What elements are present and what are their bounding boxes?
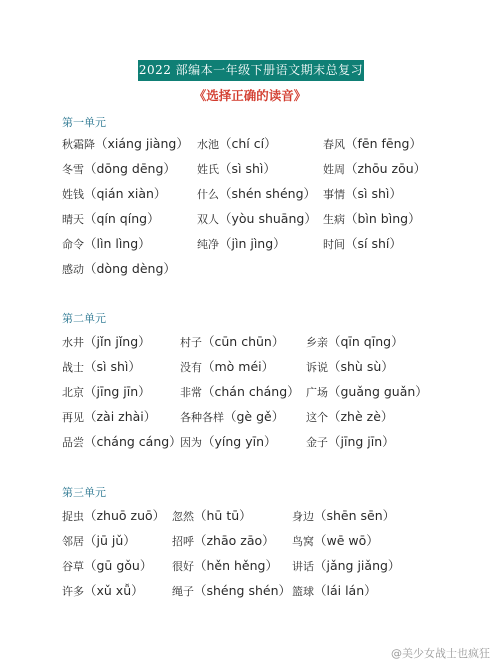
vocab-word: 非常 [180,386,202,399]
vocab-item [180,332,284,350]
vocab-word: 这个 [306,411,328,424]
vocab-pinyin: （cháng cáng） [84,434,182,449]
vocab-word: 冬雪 [62,163,84,176]
vocab-item [62,209,160,227]
vocab-pinyin: （shén shéng） [219,186,317,201]
vocab-pinyin: （sì shì） [219,161,276,176]
vocab-word: 忽然 [172,510,194,523]
vocab-word: 村子 [180,336,202,349]
vocab-word: 北京 [62,386,84,399]
vocab-pinyin: （zhuō zuō） [84,508,166,523]
vocab-word: 生病 [323,213,345,226]
vocab-word: 双人 [197,213,219,226]
vocab-pinyin: （hū tū） [194,508,252,523]
vocab-pinyin: （cūn chūn） [202,334,285,349]
vocab-pinyin: （jìn jìng） [219,236,286,251]
vocab-item [62,357,141,375]
vocab-word: 秋霜降 [62,138,95,151]
vocab-pinyin: （zhāo zāo） [194,533,275,548]
vocab-pinyin: （dōng dēng） [84,161,176,176]
vocab-word: 水井 [62,336,84,349]
vocab-pinyin: （bìn bìng） [345,211,421,226]
vocab-word: 品尝 [62,436,84,449]
vocab-pinyin: （jīng jīn） [328,434,395,449]
vocab-item [62,581,144,599]
vocab-item [180,382,300,400]
vocab-pinyin: （gū gǒu） [84,558,153,573]
vocab-pinyin: （zhè zè） [328,409,394,424]
vocab-pinyin: （sì shì） [84,359,141,374]
vocab-word: 没有 [180,361,202,374]
vocab-item [62,531,136,549]
vocab-item [306,382,428,400]
vocab-word: 命令 [62,238,84,251]
vocab-item [180,432,277,450]
vocab-item [323,159,426,177]
vocab-item [62,407,156,425]
vocab-word: 身边 [292,510,314,523]
unit-3-heading: 第三单元 [62,486,106,499]
vocab-word: 讲话 [292,560,314,573]
vocab-word: 广场 [306,386,328,399]
vocab-item [172,531,275,549]
vocab-word: 水池 [197,138,219,151]
vocab-item [197,134,277,152]
vocab-word: 纯净 [197,238,219,251]
vocab-word: 春风 [323,138,345,151]
vocab-item [62,234,151,252]
vocab-pinyin: （dòng dèng） [84,261,176,276]
vocab-word: 很好 [172,560,194,573]
vocab-item [172,581,291,599]
vocab-pinyin: （xǔ xǚ） [84,583,144,598]
vocab-word: 姓周 [323,163,345,176]
vocab-pinyin: （yòu shuāng） [219,211,317,226]
vocab-word: 再见 [62,411,84,424]
vocab-item [62,382,151,400]
vocab-item [323,184,402,202]
vocab-pinyin: （shéng shén） [194,583,292,598]
unit-2-heading: 第二单元 [62,312,106,325]
vocab-pinyin: （yíng yīn） [202,434,277,449]
vocab-item [323,209,421,227]
vocab-pinyin: （lìn lìng） [84,236,151,251]
vocab-word: 鸟窝 [292,535,314,548]
vocab-pinyin: （mò méi） [202,359,275,374]
vocab-item [292,531,379,549]
vocab-item [62,332,151,350]
vocab-word: 感动 [62,263,84,276]
vocab-word: 姓钱 [62,188,84,201]
vocab-pinyin: （qīn qīng） [328,334,404,349]
vocab-item [306,432,395,450]
vocab-word: 什么 [197,188,219,201]
vocab-word: 战士 [62,361,84,374]
vocab-item [62,259,176,277]
vocab-word: 诉说 [306,361,328,374]
vocab-item [292,556,400,574]
vocab-pinyin: （gè gě） [224,409,285,424]
vocab-item [180,357,274,375]
vocab-item [62,556,152,574]
vocab-word: 姓氏 [197,163,219,176]
vocab-word: 绳子 [172,585,194,598]
vocab-word: 捉虫 [62,510,84,523]
vocab-pinyin: （jū jǔ） [84,533,136,548]
vocab-word: 许多 [62,585,84,598]
vocab-item [323,134,422,152]
vocab-item [197,159,276,177]
vocab-pinyin: （zài zhài） [84,409,157,424]
document-subtitle: 《选择正确的读音》 [193,88,307,103]
document-title: 2022 部编本一年级下册语文期末总复习 [138,60,364,81]
vocab-pinyin: （sì shì） [345,186,402,201]
vocab-pinyin: （chí cí） [219,136,277,151]
vocab-item [62,432,182,450]
vocab-item [172,506,252,524]
vocab-item [292,506,395,524]
vocab-pinyin: （wē wō） [314,533,379,548]
vocab-pinyin: （lái lán） [314,583,377,598]
vocab-word: 招呼 [172,535,194,548]
vocab-pinyin: （qián xiàn） [84,186,167,201]
vocab-item [62,506,165,524]
vocab-item [197,209,317,227]
vocab-pinyin: （sí shí） [345,236,402,251]
vocab-pinyin: （qín qíng） [84,211,160,226]
vocab-item [62,159,176,177]
vocab-item [306,332,404,350]
vocab-word: 晴天 [62,213,84,226]
vocab-word: 金子 [306,436,328,449]
vocab-item [62,134,189,152]
vocab-item [292,581,377,599]
vocab-pinyin: （chán cháng） [202,384,300,399]
vocab-item [180,407,284,425]
vocab-word: 因为 [180,436,202,449]
vocab-pinyin: （shēn sēn） [314,508,396,523]
vocab-pinyin: （hěn hěng） [194,558,278,573]
watermark: @美少女战士也疯狂 [391,647,490,660]
vocab-item [197,234,286,252]
vocab-word: 乡亲 [306,336,328,349]
vocab-pinyin: （jīng jīn） [84,384,151,399]
vocab-pinyin: （jǐn jǐng） [84,334,151,349]
vocab-pinyin: （guǎng guǎn） [328,384,428,399]
vocab-item [306,357,394,375]
vocab-word: 邻居 [62,535,84,548]
vocab-word: 时间 [323,238,345,251]
unit-1-heading: 第一单元 [62,116,106,129]
vocab-item [172,556,278,574]
vocab-item [197,184,316,202]
vocab-pinyin: （zhōu zōu） [345,161,427,176]
vocab-word: 篮球 [292,585,314,598]
vocab-item [306,407,393,425]
vocab-pinyin: （xiáng jiàng） [95,136,189,151]
vocab-pinyin: （jǎng jiǎng） [314,558,401,573]
vocab-word: 各种各样 [180,411,224,424]
vocab-item [62,184,166,202]
vocab-word: 事情 [323,188,345,201]
vocab-item [323,234,402,252]
vocab-pinyin: （shù sù） [328,359,394,374]
vocab-word: 谷草 [62,560,84,573]
vocab-pinyin: （fēn fēng） [345,136,422,151]
